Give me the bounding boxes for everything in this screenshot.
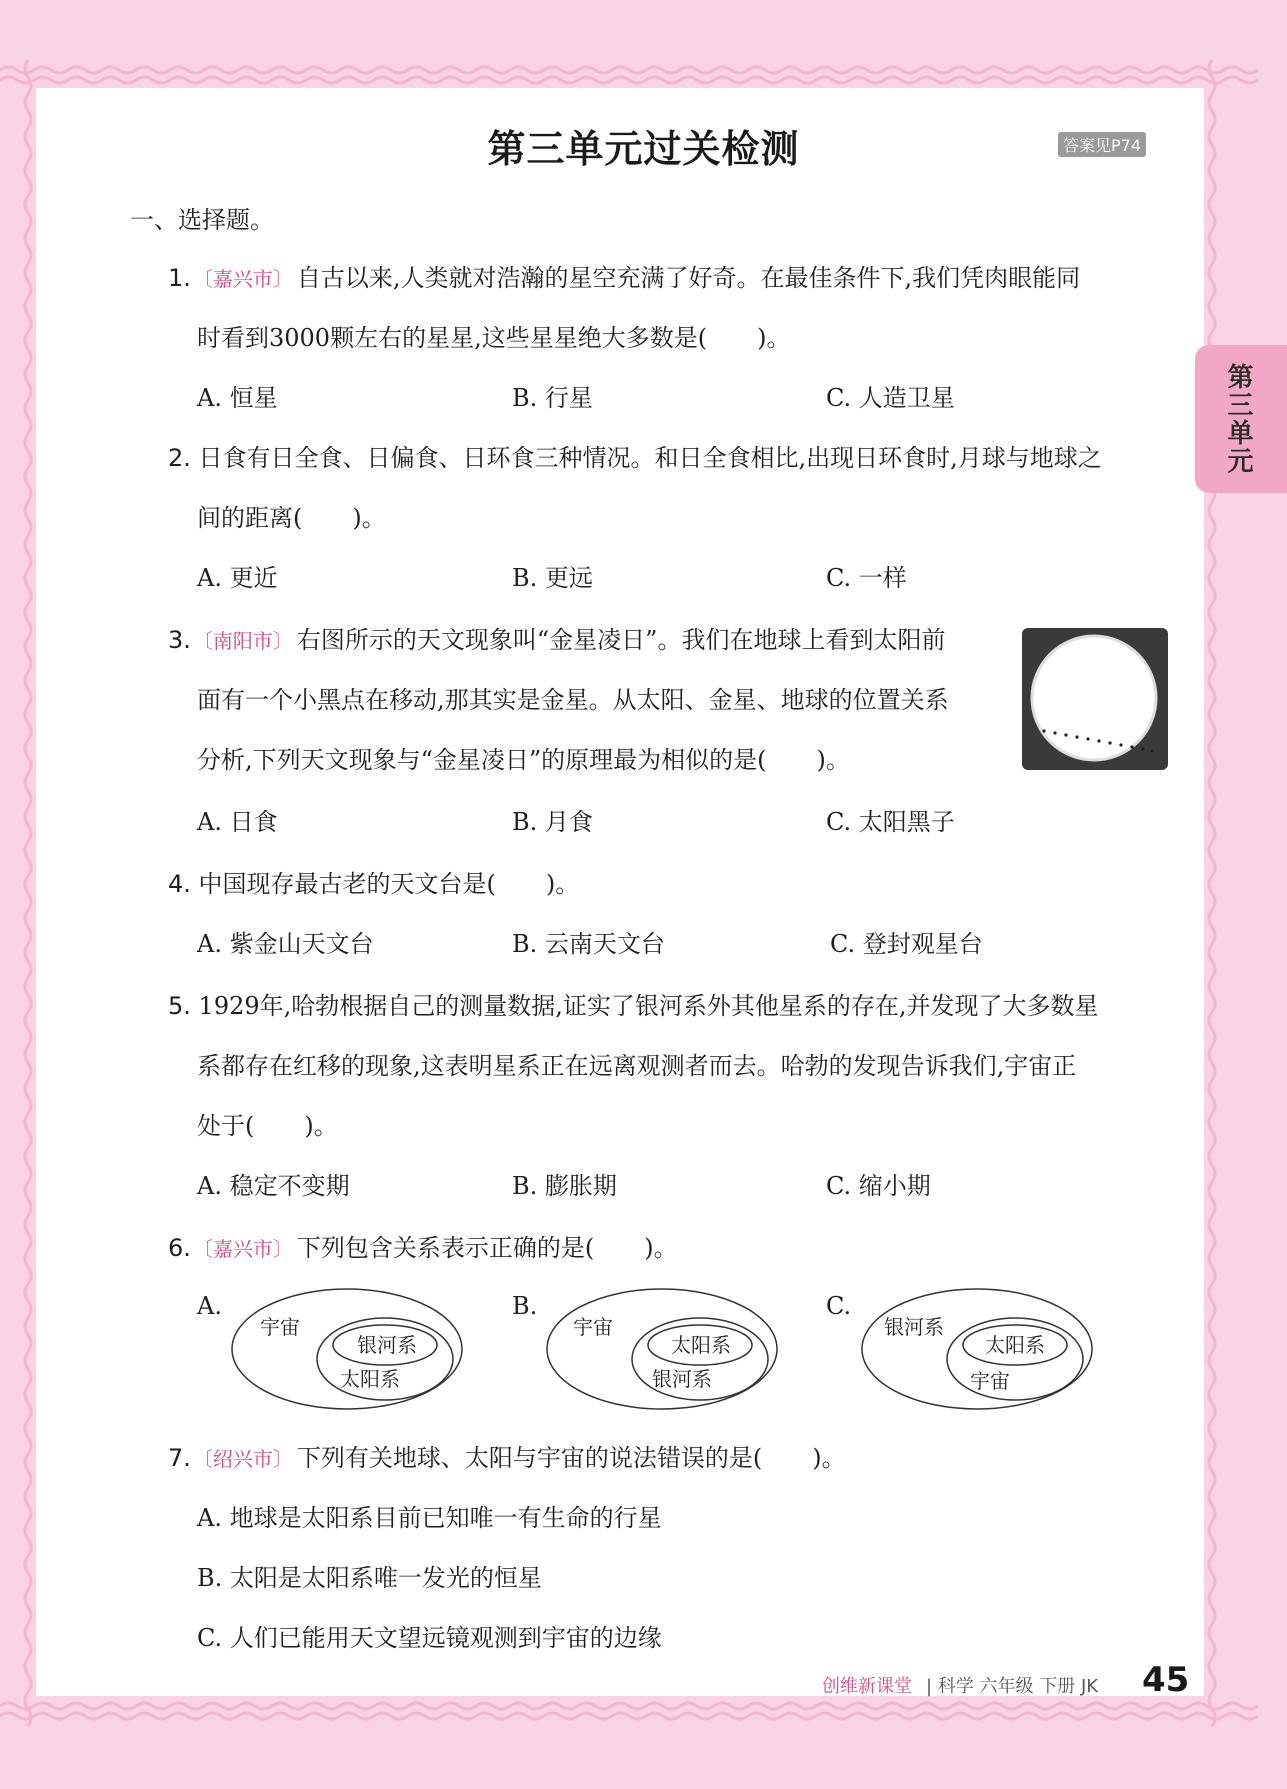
question-4-option-c[interactable]: C. 登封观星台 — [830, 930, 983, 958]
question-1-option-b[interactable]: B. 行星 — [512, 384, 593, 412]
diagram-label-middle: 太阳系 — [340, 1367, 400, 1391]
question-3-option-a[interactable]: A. 日食 — [197, 808, 278, 836]
diagram-label-inner: 银河系 — [357, 1333, 417, 1357]
question-source: 〔嘉兴市〕 — [192, 1237, 293, 1261]
question-5-line-2: 系都存在红移的现象,这表明星系正在远离观测者而去。哈勃的发现告诉我们,宇宙正 — [197, 1052, 1077, 1080]
question-5-line-3 — [197, 1106, 338, 1141]
question-6-option-b[interactable]: B. — [512, 1292, 538, 1320]
question-5-option-c[interactable]: C. 缩小期 — [826, 1172, 931, 1200]
question-7-line-1 — [168, 1438, 846, 1473]
question-2-option-a[interactable]: A. 更近 — [197, 564, 278, 592]
question-6-option-c[interactable]: C. — [826, 1292, 852, 1320]
diagram-label-outer: 银河系 — [884, 1315, 944, 1339]
diagram-label-inner: 太阳系 — [671, 1333, 731, 1357]
question-text: )。 — [304, 1112, 338, 1140]
question-text: 分析,下列天文现象与“金星凌日”的原理最为相似的是( — [197, 746, 767, 774]
question-number: 3. — [168, 626, 191, 654]
question-text: 右图所示的天文现象叫“金星凌日”。我们在地球上看到太阳前 — [296, 626, 946, 654]
question-1-line-2 — [197, 318, 790, 353]
question-4-line-1 — [168, 864, 579, 899]
question-7-option-a[interactable]: A. 地球是太阳系目前已知唯一有生命的行星 — [197, 1504, 662, 1532]
question-3-line-3 — [197, 740, 850, 775]
question-text: )。 — [812, 1444, 846, 1472]
question-text: 下列有关地球、太阳与宇宙的说法错误的是( — [296, 1444, 763, 1472]
diagram-label-outer: 宇宙 — [573, 1315, 613, 1339]
question-5-line-1 — [168, 986, 1099, 1021]
question-text: 间的距离( — [197, 504, 303, 532]
question-source: 〔绍兴市〕 — [192, 1447, 293, 1471]
sun-disk-illustration — [1022, 628, 1168, 770]
footer-brand: 创维新课堂 — [822, 1676, 912, 1697]
unit-side-tab — [1195, 345, 1287, 493]
section-heading: 一、选择题。 — [130, 206, 274, 234]
question-3-option-c[interactable]: C. 太阳黑子 — [826, 808, 955, 836]
question-text: 自古以来,人类就对浩瀚的星空充满了好奇。在最佳条件下,我们凭肉眼能同 — [296, 264, 1081, 292]
question-number: 2. — [168, 444, 191, 472]
unit-side-tab-label: 第三单元 — [1223, 363, 1253, 475]
question-number: 6. — [168, 1234, 191, 1262]
diagram-label-middle: 银河系 — [652, 1367, 712, 1391]
question-number: 1. — [168, 264, 191, 292]
question-6-line-1 — [168, 1228, 678, 1263]
question-text: 中国现存最古老的天文台是( — [198, 870, 496, 898]
nesting-diagram-c[interactable] — [860, 1285, 1110, 1415]
nesting-diagram-a[interactable] — [230, 1285, 480, 1415]
question-number: 7. — [168, 1444, 191, 1472]
question-2-line-1 — [168, 438, 1102, 473]
question-source: 〔嘉兴市〕 — [192, 267, 293, 291]
page-number: 45 — [1142, 1660, 1190, 1700]
question-5-option-a[interactable]: A. 稳定不变期 — [197, 1172, 350, 1200]
question-number: 4. — [168, 870, 191, 898]
question-text: 处于( — [197, 1112, 255, 1140]
question-2-option-c[interactable]: C. 一样 — [826, 564, 907, 592]
question-text: )。 — [816, 746, 850, 774]
question-3-line-2: 面有一个小黑点在移动,那其实是金星。从太阳、金星、地球的位置关系 — [197, 686, 949, 714]
answer-reference-badge: 答案见P74 — [1058, 132, 1146, 157]
page-title: 第三单元过关检测 — [487, 127, 800, 171]
question-3-line-1 — [168, 620, 945, 655]
question-1-line-1 — [168, 258, 1080, 293]
question-text: 1929年,哈勃根据自己的测量数据,证实了银河系外其他星系的存在,并发现了大多数星 — [198, 992, 1099, 1020]
footer-book-info: | 科学 六年级 下册 JK — [926, 1676, 1099, 1697]
nesting-diagram-b[interactable] — [545, 1285, 795, 1415]
venus-transit-image — [1022, 628, 1168, 770]
question-4-option-a[interactable]: A. 紫金山天文台 — [197, 930, 374, 958]
question-text: )。 — [545, 870, 580, 898]
diagram-label-inner: 太阳系 — [985, 1333, 1045, 1357]
question-7-option-c[interactable]: C. 人们已能用天文望远镜观测到宇宙的边缘 — [197, 1624, 662, 1652]
question-text: )。 — [644, 1234, 678, 1262]
diagram-label-middle: 宇宙 — [970, 1369, 1010, 1393]
question-5-option-b[interactable]: B. 膨胀期 — [512, 1172, 617, 1200]
question-text: 下列包含关系表示正确的是( — [296, 1234, 595, 1262]
question-6-option-a[interactable]: A. — [197, 1292, 222, 1320]
question-3-option-b[interactable]: B. 月食 — [512, 808, 593, 836]
question-text: 时看到3000颗左右的星星,这些星星绝大多数是( — [197, 324, 708, 352]
question-text: 日食有日全食、日偏食、日环食三种情况。和日全食相比,出现日环食时,月球与地球之 — [198, 444, 1102, 472]
question-text: )。 — [757, 324, 791, 352]
question-1-option-c[interactable]: C. 人造卫星 — [826, 384, 955, 412]
question-7-option-b[interactable]: B. 太阳是太阳系唯一发光的恒星 — [197, 1564, 542, 1592]
question-4-option-b[interactable]: B. 云南天文台 — [512, 930, 665, 958]
question-source: 〔南阳市〕 — [192, 629, 293, 653]
question-text: )。 — [352, 504, 386, 532]
question-1-option-a[interactable]: A. 恒星 — [197, 384, 278, 412]
question-2-option-b[interactable]: B. 更远 — [512, 564, 593, 592]
question-2-line-2 — [197, 498, 386, 533]
question-number: 5. — [168, 992, 191, 1020]
diagram-label-outer: 宇宙 — [260, 1315, 300, 1339]
